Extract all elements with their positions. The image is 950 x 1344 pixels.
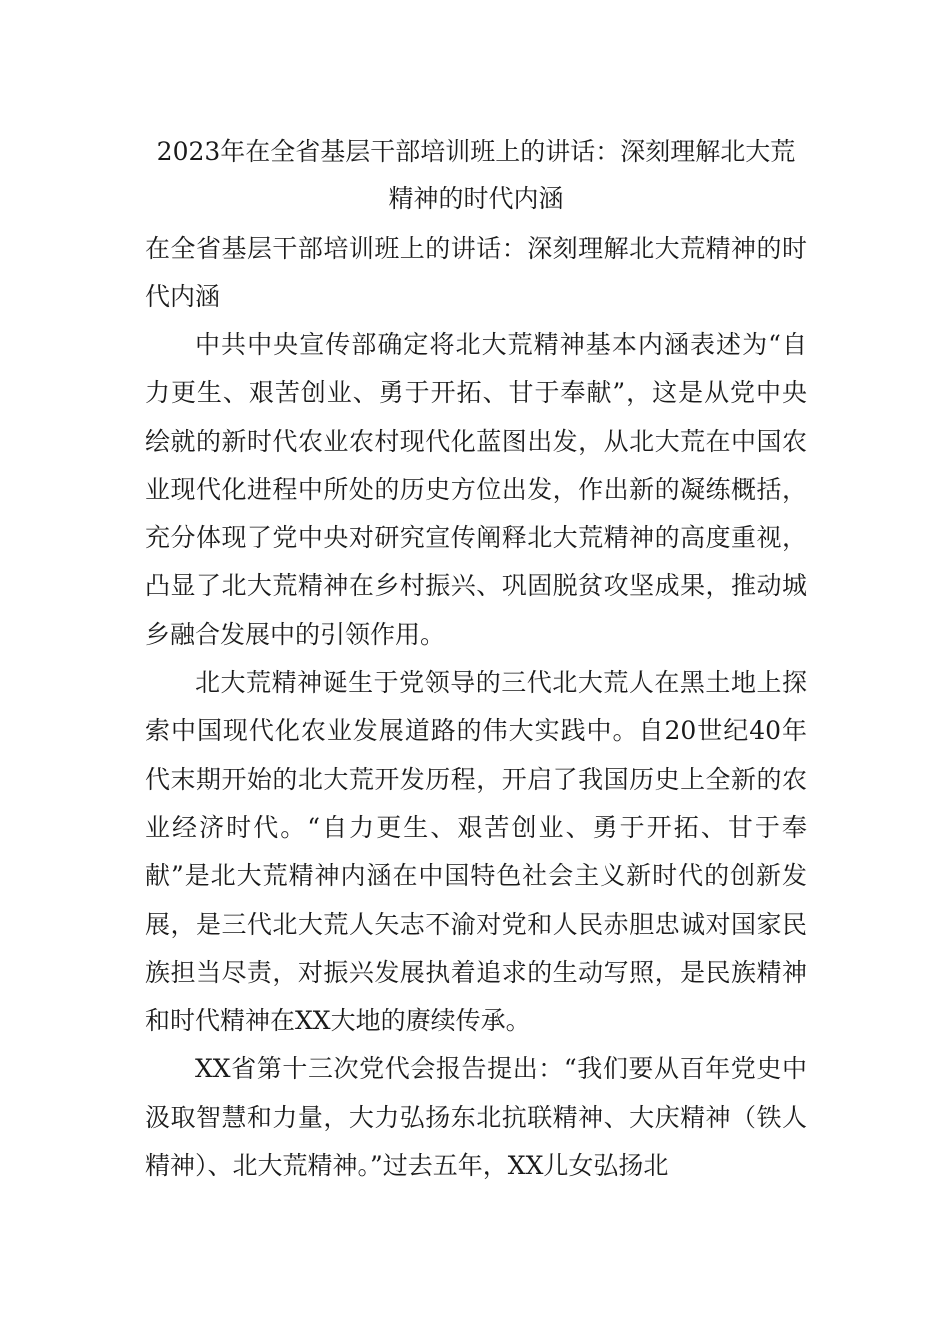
paragraph-3: XX省第十三次党代会报告提出：“我们要从百年党史中汲取智慧和力量，大力弘扬东北抗联精神、大庆精神（铁人精神）、北大荒精神。”过去五年，XX儿女弘扬北: [145, 1054, 807, 1181]
document-body: [145, 128, 807, 1190]
paragraph-2: 北大荒精神诞生于党领导的三代北大荒人在黑土地上探索中国现代化农业发展道路的伟大实践中。自20世纪40年代末期开始的北大荒开发历程，开启了我国历史上全新的农业经济时代。“自力更生、艰苦创业、勇于开拓、甘于奉献”是北大荒精神内涵在中国特色社会主义新时代的创新发展，是三代北大荒人矢志不渝对党和人民赤胆忠诚对国家民族担当尽责，对振兴发展执着追求的生动写照，是民族精神和时代精神在XX大地的赓续传承。: [145, 668, 807, 1036]
document-title: 2023年在全省基层干部培训班上的讲话：深刻理解北大荒精神的时代内涵: [156, 137, 796, 213]
document-subtitle: 在全省基层干部培训班上的讲话：深刻理解北大荒精神的时代内涵: [145, 234, 807, 311]
paragraph-1: 中共中央宣传部确定将北大荒精神基本内涵表述为“自力更生、艰苦创业、勇于开拓、甘于奉献”，这是从党中央绘就的新时代农业农村现代化蓝图出发，从北大荒在中国农业现代化进程中所处的历史方位出发，作出新的凝练概括，充分体现了党中央对研究宣传阐释北大荒精神的高度重视，凸显了北大荒精神在乡村振兴、巩固脱贫攻坚成果，推动城乡融合发展中的引领作用。: [145, 330, 807, 649]
